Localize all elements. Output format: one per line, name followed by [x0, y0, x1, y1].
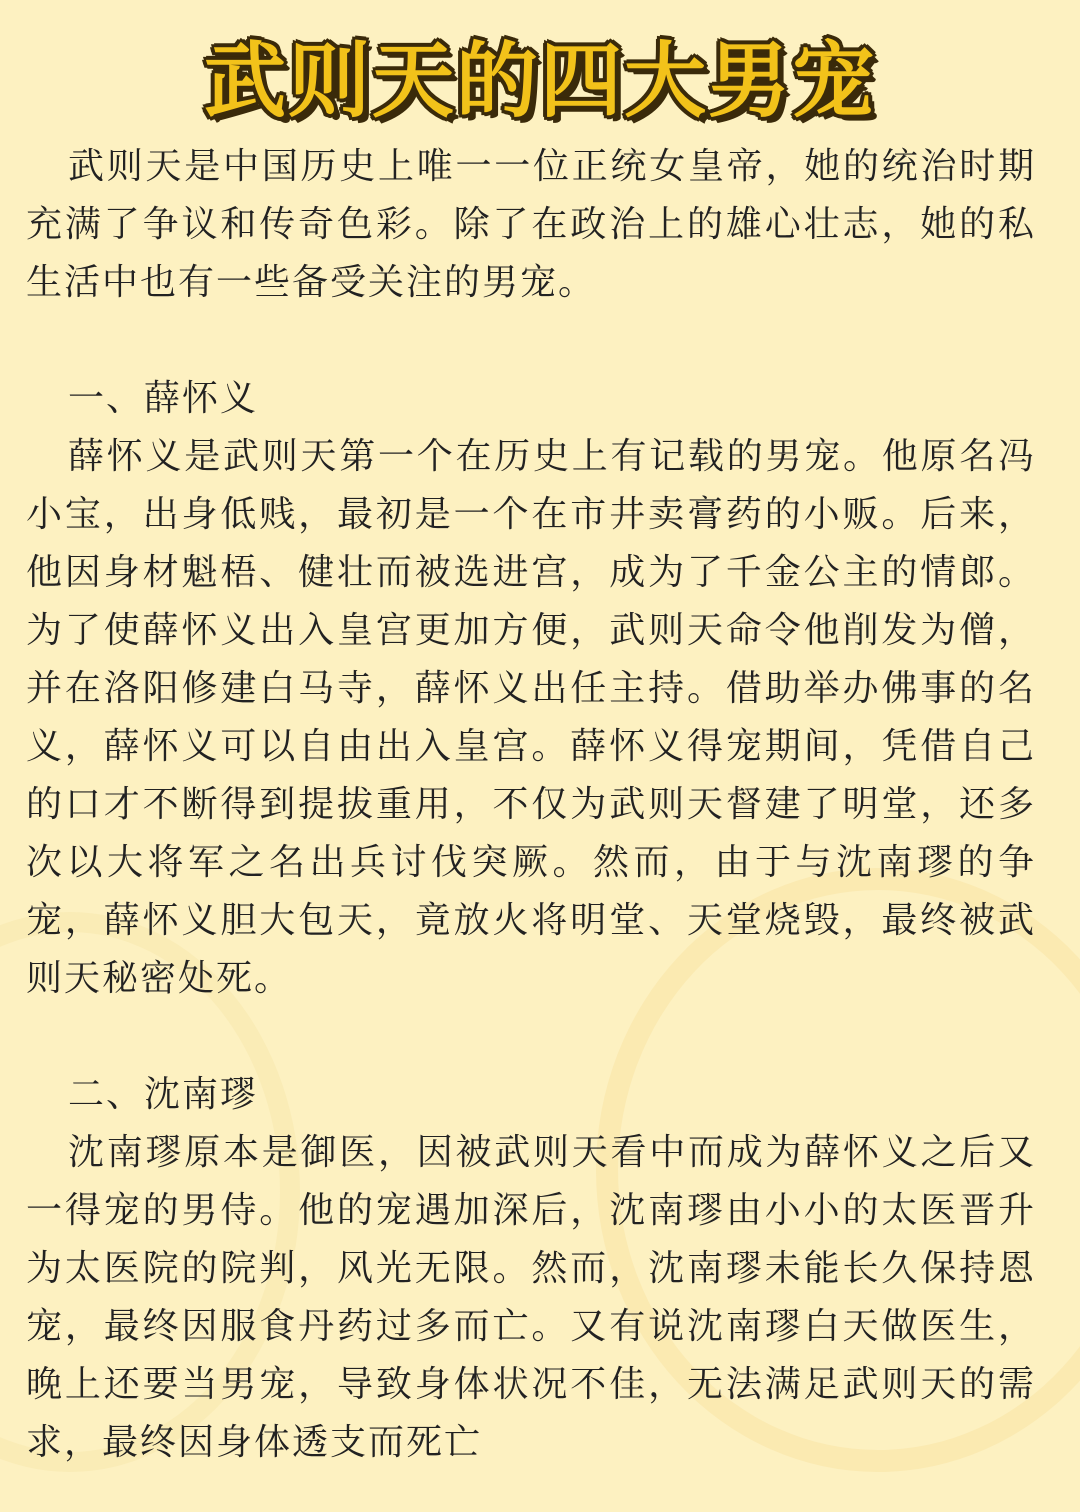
section-heading-1: 一、薛怀义: [68, 378, 259, 419]
section-heading-2: 二、沈南璆: [68, 1074, 259, 1115]
intro-paragraph: 武则天是中国历史上唯一一位正统女皇帝，她的统治时期充满了争议和传奇色彩。除了在政治上的雄心壮志，她的私生活中也有一些备受关注的男宠。: [26, 146, 1036, 303]
spacer: [26, 1008, 1036, 1066]
section-body-2: 沈南璆原本是御医，因被武则天看中而成为薛怀义之后又一得宠的男侍。他的宠遇加深后，沈南璆由小小的太医晋升为太医院的院判，风光无限。然而，沈南璆未能长久保持恩宠，最终因服食丹药过多而亡。又有说沈南璆白天做医生，晚上还要当男宠，导致身体状况不佳，无法满足武则天的需求，最终因身体透支而死亡: [26, 1132, 1036, 1463]
page-title: 武则天的四大男宠: [203, 34, 876, 129]
spacer: [26, 312, 1036, 370]
article-body: [26, 138, 1036, 1472]
section-body-1: 薛怀义是武则天第一个在历史上有记载的男宠。他原名冯小宝，出身低贱，最初是一个在市井卖膏药的小贩。后来，他因身材魁梧、健壮而被选进宫，成为了千金公主的情郎。为了使薛怀义出入皇宫更加方便，武则天命令他削发为僧，并在洛阳修建白马寺，薛怀义出任主持。借助举办佛事的名义，薛怀义可以自由出入皇宫。薛怀义得宠期间，凭借自己的口才不断得到提拔重用，不仅为武则天督建了明堂，还多次以大将军之名出兵讨伐突厥。然而，由于与沈南璆的争宠，薛怀义胆大包天，竟放火将明堂、天堂烧毁，最终被武则天秘密处死。: [26, 436, 1036, 999]
